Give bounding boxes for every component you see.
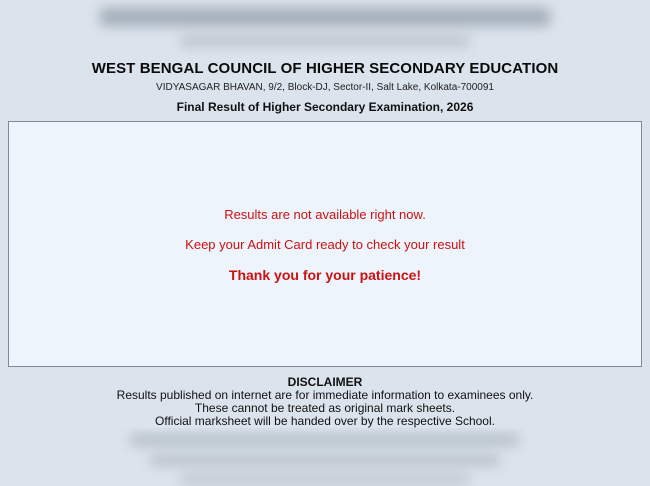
disclaimer-line: Results published on internet are for immediate information to examinees only.	[116, 388, 534, 402]
council-name: WEST BENGAL COUNCIL OF HIGHER SECONDARY EDUCATION	[91, 60, 559, 77]
result-unavailable-message: Results are not available right now.	[224, 207, 426, 222]
council-address: VIDYASAGAR BHAVAN, 9/2, Block-DJ, Sector-II, Salt Lake, Kolkata-700091	[156, 82, 494, 93]
exam-title: Final Result of Higher Secondary Examination, 2026	[176, 100, 474, 114]
result-panel	[8, 121, 642, 367]
blurred-banner-line	[100, 8, 550, 26]
disclaimer-title: DISCLAIMER	[287, 375, 363, 389]
blurred-footer-line	[130, 434, 520, 446]
blurred-footer-line	[180, 474, 470, 484]
admit-card-message: Keep your Admit Card ready to check your result	[185, 237, 465, 252]
disclaimer-line: These cannot be treated as original mark sheets.	[194, 401, 456, 415]
thank-you-message: Thank you for your patience!	[228, 267, 422, 283]
blurred-top-banner	[0, 0, 650, 58]
page-header	[0, 60, 650, 114]
blurred-footer	[0, 428, 650, 486]
blurred-banner-subline	[180, 36, 470, 46]
blurred-footer-line	[150, 454, 500, 466]
disclaimer-line: Official marksheet will be handed over by the respective School.	[155, 414, 495, 428]
disclaimer-section	[0, 376, 650, 428]
